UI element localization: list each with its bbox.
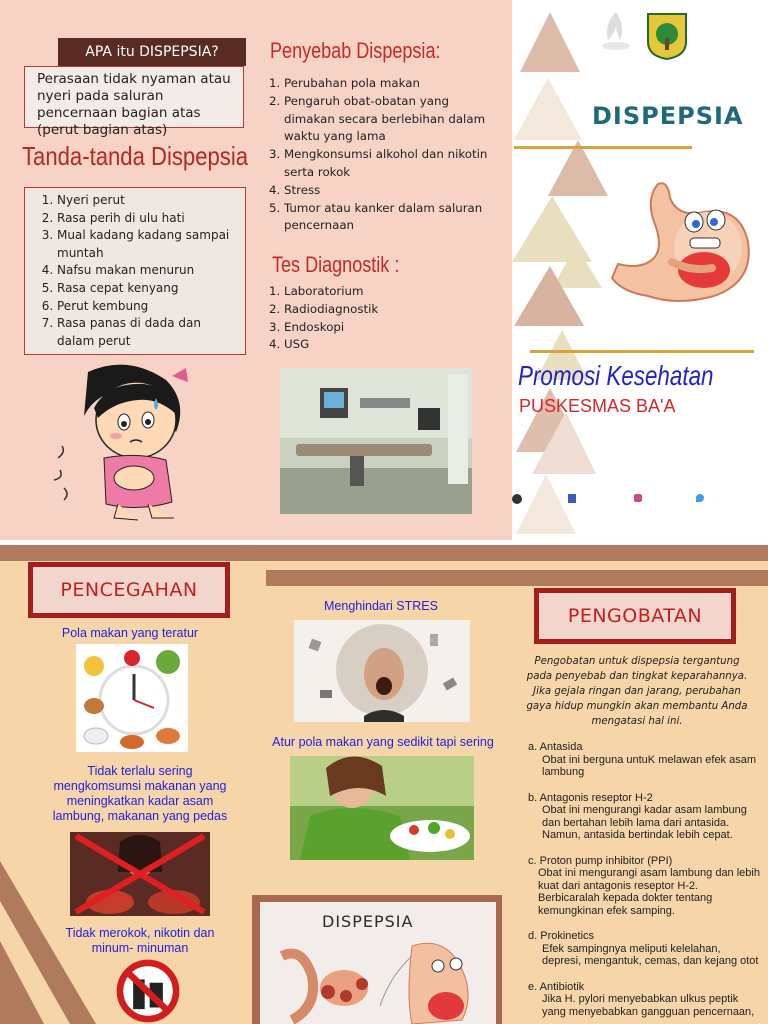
list-item: 4. Nafsu makan menurun xyxy=(57,262,239,280)
divider-bar xyxy=(0,545,768,561)
drug-label: c. Proton pump inhibitor (PPI) xyxy=(528,854,673,867)
tes-title: Tes Diagnostik : xyxy=(272,252,400,277)
gold-divider xyxy=(514,146,692,149)
apa-definition: Perasaan tidak nyaman atau nyeri pada saluran pencernaan bagian atas (perut bagian atas) xyxy=(24,66,244,128)
pengobatan-header xyxy=(534,588,736,644)
list-item: 5. Tumor atau kanker dalam saluran pencernaan xyxy=(284,200,488,236)
apa-label: APA itu DISPEPSIA? xyxy=(58,38,246,66)
penyebab-list xyxy=(268,75,488,235)
tes-list-box xyxy=(268,283,468,354)
list-item: 3. Mual kadang kadang sampai muntah xyxy=(57,227,239,262)
tes-list xyxy=(268,283,468,354)
penyebab-list-box xyxy=(268,75,488,235)
stress-photo xyxy=(294,620,470,722)
list-item: 1. Laboratorium xyxy=(284,283,468,301)
drug-label: a. Antasida xyxy=(528,741,583,753)
list-item xyxy=(528,930,760,968)
list-item: 7. Rasa panas di dada dan dalam perut xyxy=(57,315,239,350)
tanda-title: Tanda-tanda Dispepsia xyxy=(22,141,249,171)
penyebab-title: Penyebab Dispepsia: xyxy=(270,38,441,63)
globe-icon[interactable] xyxy=(512,494,522,504)
pencegahan-item-1: Pola makan yang teratur xyxy=(61,626,199,640)
pencegahan-item-4: Menghindari STRES xyxy=(324,599,438,613)
list-item: 4. USG xyxy=(284,336,468,354)
drug-label: b. Antagonis reseptor H-2 xyxy=(528,791,653,804)
pengobatan-intro: Pengobatan untuk dispepsia tergantung pada penyebab dan tingkat keparahannya. Jika gejala ringan dan jarang, perubahan gaya hidup mungkin akan membantu Anda mengatasi hal ini. xyxy=(526,656,748,727)
digestive-poster xyxy=(262,936,494,1024)
pengobatan-title: PENGOBATAN xyxy=(539,593,731,639)
drug-desc: Jika H. pylori menyebabkan ulkus peptik yang menyebabkan gangguan pencernaan, xyxy=(542,993,755,1018)
list-item: 2. Rasa perih di ulu hati xyxy=(57,210,239,228)
list-item: 3. Mengkonsumsi alkohol dan nikotin serta rokok xyxy=(284,146,488,182)
instagram-icon[interactable] xyxy=(634,494,642,502)
pencegahan-item-3: Tidak merokok, nikotin dan minum- minuman xyxy=(65,926,215,955)
tanda-list-box xyxy=(24,187,246,355)
list-item xyxy=(528,792,760,842)
girl-stomach-ache-illustration xyxy=(48,362,198,526)
drug-desc: Obat ini mengurangi asam lambung dan lebih kuat dari antagonis reseptor H-2. Berbicaralah kepada dokter tentang kemungkinan efek samping. xyxy=(538,867,760,917)
cover-title: DISPEPSIA xyxy=(592,102,744,130)
stomach-mascot-illustration xyxy=(608,178,754,308)
list-item: 1. Perubahan pola makan xyxy=(284,75,488,93)
hospital-room-photo xyxy=(280,368,472,514)
list-item: 2. Pengaruh obat-obatan yang dimakan secara berlebihan dalam waktu yang lama xyxy=(284,93,488,146)
list-item: 4. Stress xyxy=(284,182,488,200)
list-item: 3. Endoskopi xyxy=(284,319,468,337)
list-item xyxy=(528,981,760,1019)
healthy-eating-photo xyxy=(290,756,474,860)
pengobatan-list xyxy=(528,741,760,1018)
pencegahan-item-5: Atur pola makan yang sedikit tapi sering xyxy=(272,735,494,749)
regency-emblem xyxy=(646,12,688,60)
list-item: 6. Perut kembung xyxy=(57,298,239,316)
meal-clock-illustration xyxy=(76,644,188,752)
list-item: 5. Rasa cepat kenyang xyxy=(57,280,239,298)
drug-desc: Efek sampingnya meliputi kelelahan, depresi, mengantuk, cemas, dan kejang otot xyxy=(542,942,759,967)
gold-divider-2 xyxy=(530,350,754,353)
twitter-icon[interactable] xyxy=(696,494,704,502)
pencegahan-title: PENCEGAHAN xyxy=(33,567,225,613)
pencegahan-item-2: Tidak terlalu sering mengkomsumsi makanan yang meningkatkan kadar asam lambung, makanan yang pedas xyxy=(52,764,228,823)
list-item: 1. Nyeri perut xyxy=(57,192,239,210)
list-item xyxy=(528,855,760,918)
promosi-heading: Promosi Kesehatan xyxy=(518,360,714,391)
facebook-icon[interactable] xyxy=(568,494,576,503)
drug-desc: Obat ini berguna untuK melawan efek asam lambung xyxy=(542,753,757,778)
list-item xyxy=(528,741,760,779)
spicy-food-photo xyxy=(70,832,210,916)
tanda-list xyxy=(41,192,239,350)
poltekkes-logo xyxy=(598,10,634,64)
puskesmas-name: PUSKESMAS BA'A xyxy=(519,396,676,416)
poster-title: DISPEPSIA xyxy=(322,912,414,931)
drug-desc: Obat ini mengurangi kadar asam lambung dan bertahan lebih lama dari antasida. Namun, antasida bertindak lebih cepat. xyxy=(542,804,747,841)
drug-label: e. Antibiotik xyxy=(528,980,585,993)
list-item: 2. Radiodiagnostik xyxy=(284,301,468,319)
no-alcohol-sign xyxy=(108,958,188,1024)
pencegahan-header xyxy=(28,562,230,618)
drug-label: d. Prokinetics xyxy=(528,930,595,942)
